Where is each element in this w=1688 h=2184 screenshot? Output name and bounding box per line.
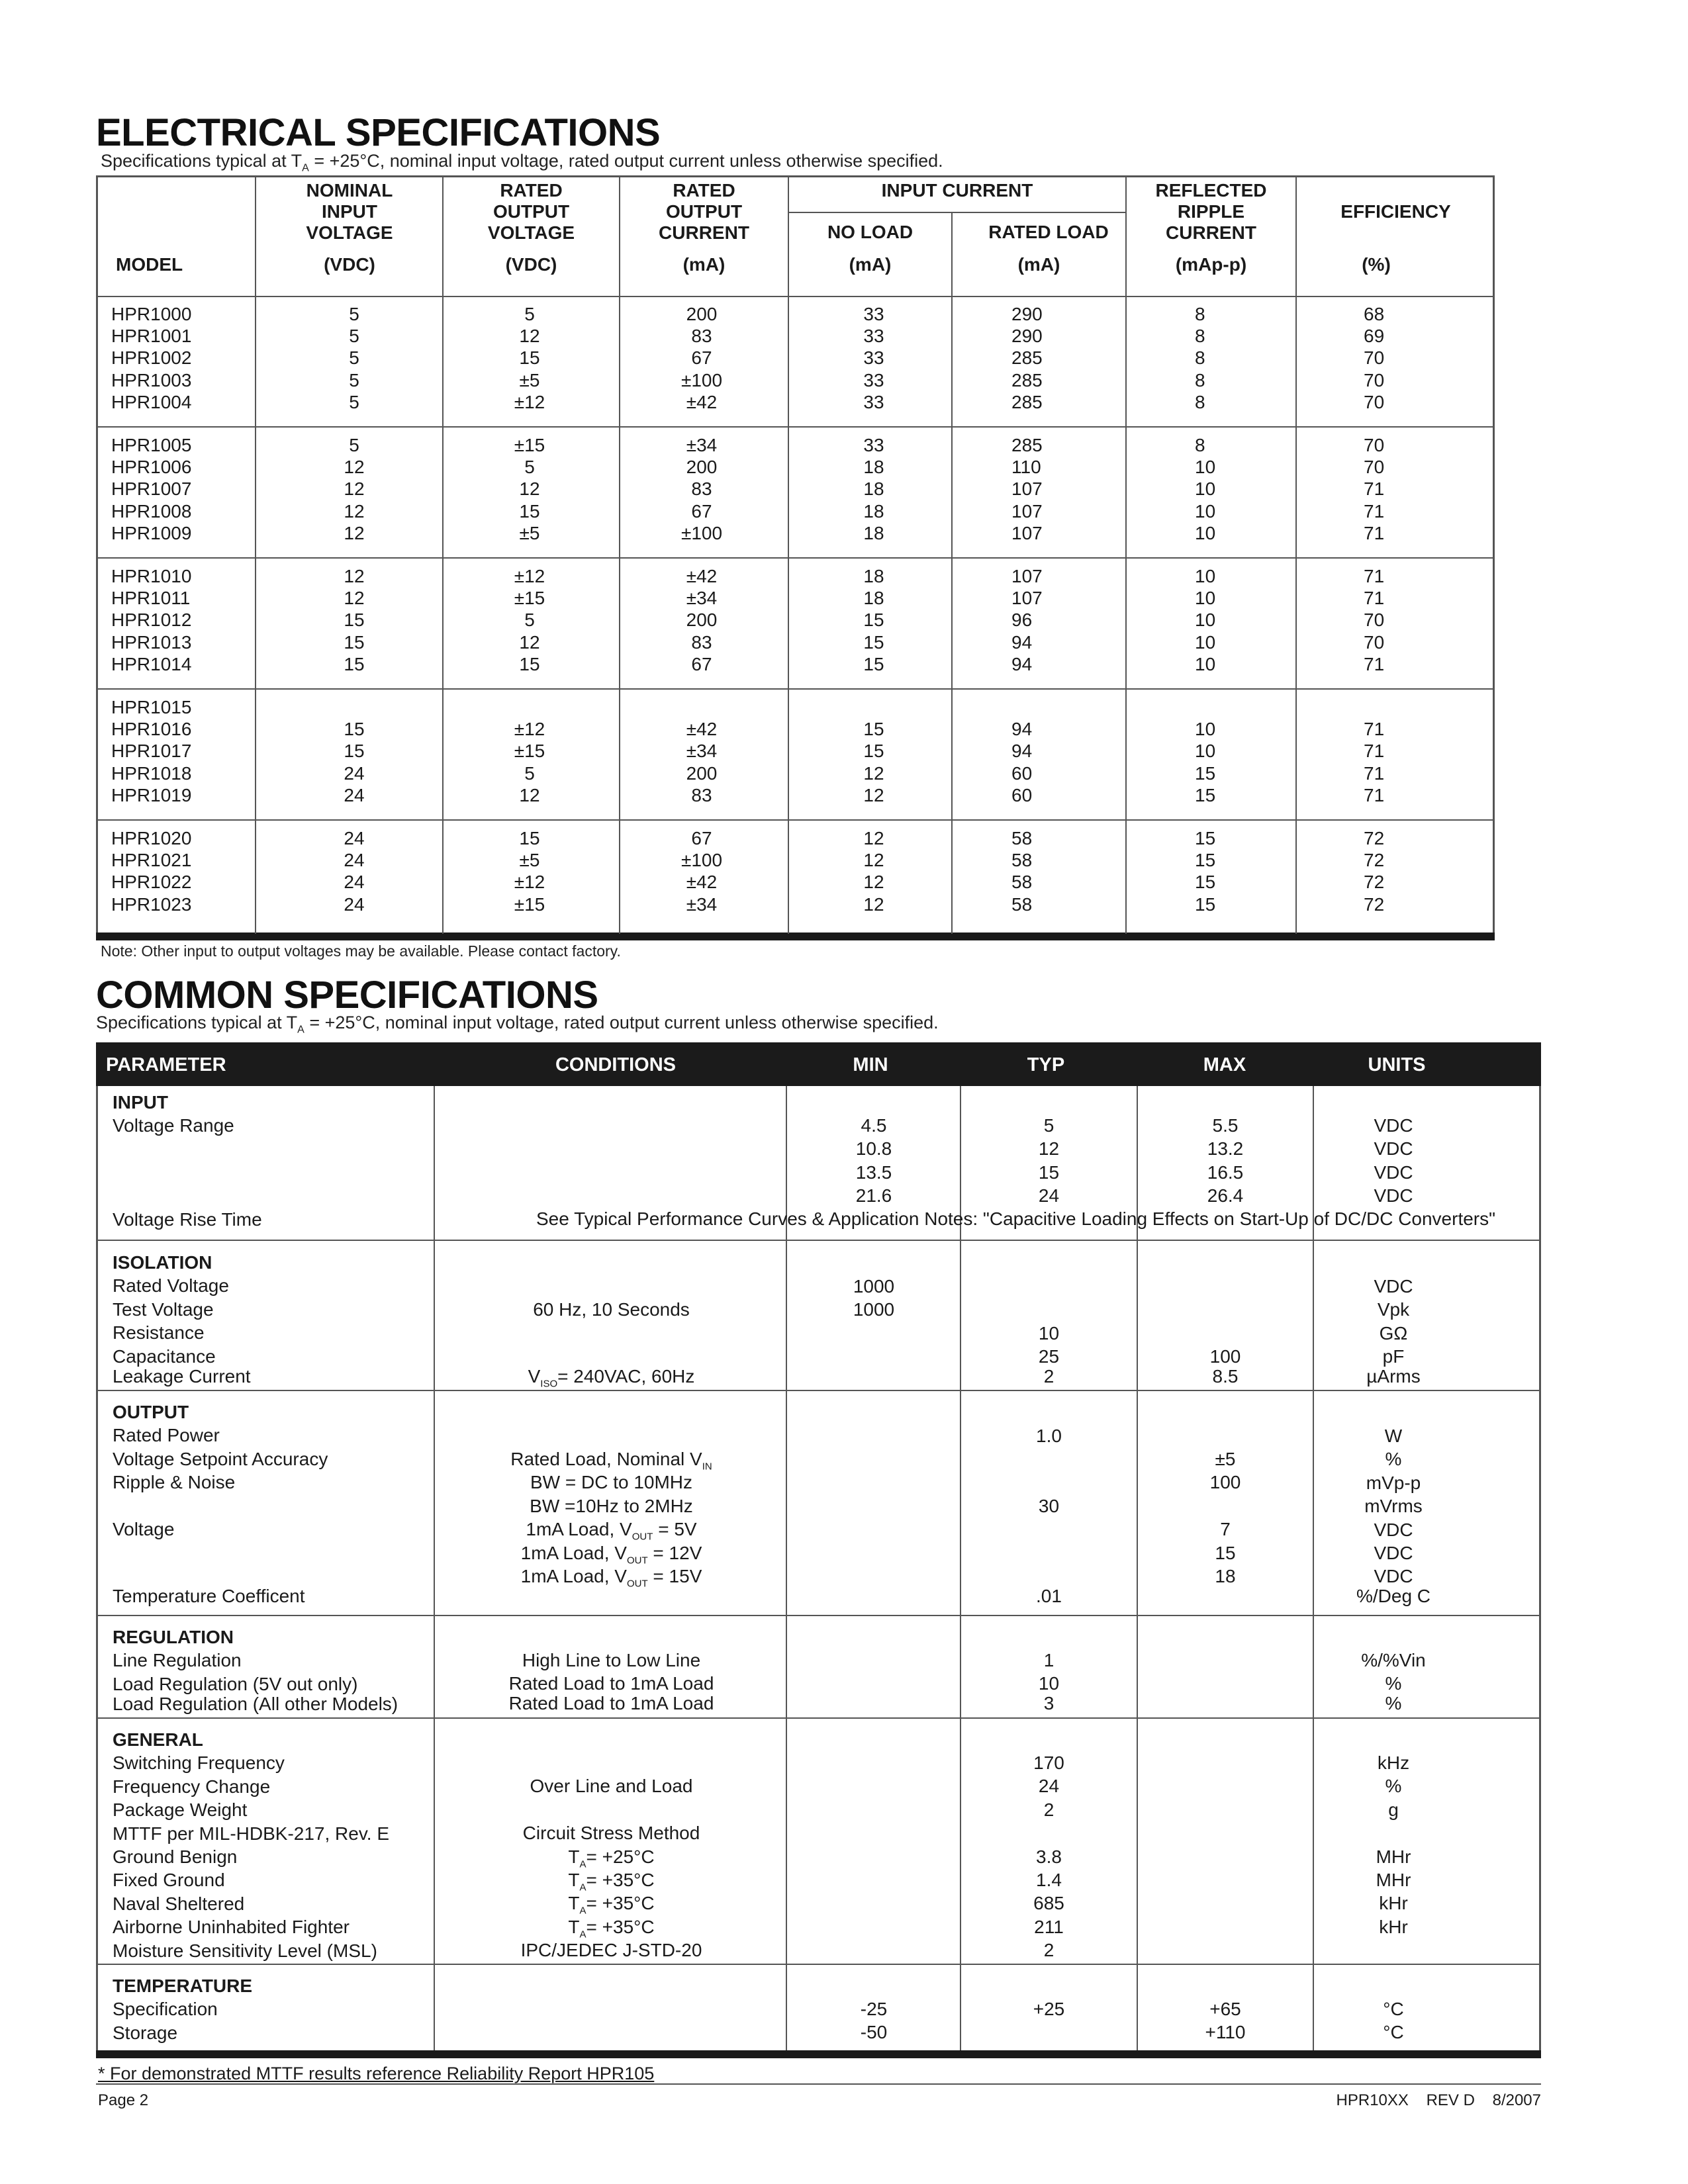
temperature-min-col: -25 -50 bbox=[860, 1999, 888, 2043]
electrical-title: ELECTRICAL SPECIFICATIONS bbox=[96, 111, 661, 154]
header-model: MODEL bbox=[116, 254, 183, 275]
iout-list: 200 83 67 ±100 ±42 bbox=[680, 304, 723, 412]
ratedload-list: 290 290 285 285 285 bbox=[1011, 304, 1043, 412]
unit-vin: (VDC) bbox=[324, 254, 375, 275]
efficiency-list: 70 70 71 71 71 bbox=[1364, 435, 1385, 543]
input-typ-col: 5 12 15 24 bbox=[1038, 1115, 1060, 1206]
vin-list: 5 12 12 12 12 bbox=[344, 435, 365, 543]
header-rated-output-current: RATED OUTPUT CURRENT bbox=[659, 180, 749, 243]
section-title: OUTPUT bbox=[113, 1402, 189, 1422]
regulation-units-col: %/%Vin % % bbox=[1361, 1650, 1426, 1714]
section-input bbox=[113, 1091, 262, 1231]
ripple-list: 15 15 15 15 bbox=[1195, 828, 1216, 915]
col-conditions: CONDITIONS bbox=[555, 1054, 677, 1075]
isolation-units-col: VDC Vpk GΩ pF µArms bbox=[1366, 1276, 1421, 1387]
isolation-max-col: 100 8.5 bbox=[1209, 1346, 1241, 1387]
page-number: Page 2 bbox=[98, 2091, 149, 2109]
general-typ-col: 170 24 2 3.8 1.4 685 211 2 bbox=[1033, 1752, 1064, 1961]
input-min-col: 4.5 10.8 13.5 21.6 bbox=[855, 1115, 892, 1206]
efficiency-list: 72 72 72 72 bbox=[1364, 828, 1385, 915]
general-units-col: kHz % g MHr MHr kHr kHr bbox=[1376, 1752, 1411, 1937]
isolation-conditions: 60 Hz, 10 Seconds $V_{ISO}= 240VAC$, 60Hz bbox=[528, 1299, 695, 1390]
model-list: HPR1010 HPR1011 HPR1012 HPR1013 HPR1014 bbox=[111, 566, 192, 674]
ripple-list: 8 8 8 8 8 bbox=[1195, 304, 1205, 412]
unit-iout: (mA) bbox=[682, 254, 726, 275]
unit-vout: (VDC) bbox=[505, 254, 557, 275]
regulation-conditions: High Line to Low Line Rated Load to 1mA Load Rated Load to 1mA Load bbox=[508, 1650, 714, 1714]
section-title: TEMPERATURE bbox=[113, 1976, 253, 1996]
temperature-max-col: +65 +110 bbox=[1205, 1999, 1246, 2043]
header-nominal-input-voltage: NOMINAL INPUT VOLTAGE bbox=[306, 180, 393, 243]
vout-list: 5 12 15 ±5 ±12 bbox=[514, 304, 545, 412]
output-typ-col: 1.0 30 .01 bbox=[1036, 1426, 1062, 1607]
electrical-table-bottom-rule bbox=[96, 933, 1495, 940]
col-max: MAX bbox=[1203, 1054, 1246, 1075]
rise-time-note: See Typical Performance Curves & Application Notes: "Capacitive Loading Effects on Start-Up of DC/DC Converters" bbox=[536, 1208, 1496, 1229]
section-title: REGULATION bbox=[113, 1627, 234, 1647]
efficiency-list: 71 71 70 70 71 bbox=[1364, 566, 1385, 674]
header-input-current: INPUT CURRENT bbox=[881, 180, 1033, 201]
param-voltage-range: Voltage Range bbox=[113, 1115, 234, 1136]
vout-list: 15 ±5 ±12 ±15 bbox=[514, 828, 545, 915]
temperature-units-col: °C °C bbox=[1383, 1999, 1404, 2043]
ratedload-list: 285 110 107 107 107 bbox=[1011, 435, 1043, 543]
section-output: OUTPUT Rated Power Voltage Setpoint Accuracy Ripple & Noise Voltage Temperature Coefficent bbox=[113, 1402, 328, 1606]
col-typ: TYP bbox=[1027, 1054, 1065, 1075]
col-min: MIN bbox=[853, 1054, 888, 1075]
isolation-typ-col: 10 25 2 bbox=[1038, 1323, 1060, 1387]
model-list: HPR1020 HPR1021 HPR1022 HPR1023 bbox=[111, 828, 192, 915]
unit-noload: (mA) bbox=[849, 254, 892, 275]
vin-list: 12 12 15 15 15 bbox=[344, 566, 365, 674]
section-temperature: TEMPERATURE Specification Storage bbox=[113, 1976, 253, 2043]
model-list: HPR1000 HPR1001 HPR1002 HPR1003 HPR1004 bbox=[111, 304, 192, 412]
common-title: COMMON SPECIFICATIONS bbox=[96, 974, 598, 1017]
model-list: HPR1015 HPR1016 HPR1017 HPR1018 HPR1019 bbox=[111, 697, 192, 805]
input-units-col: VDC VDC VDC VDC bbox=[1374, 1115, 1413, 1206]
iout-list: ±42 ±34 200 83 67 bbox=[686, 566, 718, 674]
common-subtitle: Specifications typical at $T_A = +25^\circ C$, nominal input voltage, rated output current unless otherwise specified. bbox=[96, 1013, 939, 1036]
electrical-note: Note: Other input to output voltages may be available. Please contact factory. bbox=[101, 942, 621, 960]
ripple-list: 10 10 15 15 bbox=[1195, 719, 1216, 805]
isolation-min-col: 1000 1000 bbox=[853, 1276, 895, 1320]
section-isolation: ISOLATION Rated Voltage Test Voltage Resistance Capacitance Leakage Current bbox=[113, 1252, 251, 1387]
noload-list: 18 18 15 15 15 bbox=[863, 566, 884, 674]
ratedload-list: 94 94 60 60 bbox=[1011, 719, 1033, 805]
noload-list: 15 15 12 12 bbox=[863, 719, 884, 805]
iout-list: ±42 ±34 200 83 bbox=[686, 719, 718, 805]
iout-list: ±34 200 83 67 ±100 bbox=[680, 435, 723, 543]
output-max-col: ±5 100 7 15 18 bbox=[1209, 1449, 1241, 1586]
output-conditions: Rated Load, Nominal $V_{IN}$ BW = DC to 10MHz BW =10Hz to 2MHz 1mA Load, $V_{OUT} = 5V$ 1mA Load, $V_{OUT} = 12V$ 1mA Load, $V_{OUT} = 15V$ bbox=[510, 1449, 712, 1590]
section-title: ISOLATION bbox=[113, 1252, 212, 1273]
header-no-load: NO LOAD bbox=[827, 222, 914, 242]
col-parameter: PARAMETER bbox=[106, 1054, 226, 1075]
vin-list: 15 15 24 24 bbox=[344, 719, 365, 805]
footer-rule bbox=[96, 2083, 1541, 2085]
noload-list: 12 12 12 12 bbox=[863, 828, 884, 915]
col-units: UNITS bbox=[1368, 1054, 1426, 1075]
temperature-typ-col: +25 bbox=[1033, 1999, 1065, 2019]
regulation-typ-col: 1 10 3 bbox=[1038, 1650, 1060, 1714]
section-title: GENERAL bbox=[113, 1729, 203, 1750]
model-list: HPR1005 HPR1006 HPR1007 HPR1008 HPR1009 bbox=[111, 435, 192, 543]
header-reflected-ripple-current: REFLECTED RIPPLE CURRENT bbox=[1155, 180, 1267, 243]
mttf-footnote: * For demonstrated MTTF results reference Reliability Report HPR105 bbox=[98, 2064, 655, 2083]
vin-list: 24 24 24 24 bbox=[344, 828, 365, 915]
header-rated-load: RATED LOAD bbox=[988, 222, 1109, 242]
output-units-col: W % mVp-p mVrms VDC VDC VDC %/Deg C bbox=[1356, 1426, 1431, 1607]
vout-list: ±12 ±15 5 12 15 bbox=[514, 566, 545, 674]
common-table-bottom-rule bbox=[96, 2050, 1541, 2058]
electrical-table bbox=[96, 175, 1495, 938]
ratedload-list: 58 58 58 58 bbox=[1011, 828, 1033, 915]
unit-ratedload: (mA) bbox=[1017, 254, 1060, 275]
vout-list: ±12 ±15 5 12 bbox=[514, 719, 545, 805]
efficiency-list: 68 69 70 70 70 bbox=[1364, 304, 1385, 412]
section-regulation: REGULATION Line Regulation Load Regulation (5V out only) Load Regulation (All other Models) bbox=[113, 1627, 399, 1714]
doc-reference: HPR10XX REV D 8/2007 bbox=[1336, 2091, 1541, 2109]
unit-efficiency: (%) bbox=[1362, 254, 1391, 275]
vin-list: 5 5 5 5 5 bbox=[349, 304, 359, 412]
noload-list: 33 33 33 33 33 bbox=[863, 304, 884, 412]
iout-list: 67 ±100 ±42 ±34 bbox=[680, 828, 723, 915]
section-general: GENERAL Switching Frequency Frequency Change Package Weight MTTF per MIL-HDBK-217, Rev. E Ground Benign Fixed Ground Naval Sheltered Airborne Uninhabited Fighter Moisture Sensitivity Level (MSL) bbox=[113, 1729, 390, 1961]
header-rated-output-voltage: RATED OUTPUT VOLTAGE bbox=[487, 180, 575, 243]
section-title: INPUT bbox=[113, 1092, 168, 1113]
noload-list: 33 18 18 18 18 bbox=[863, 435, 884, 543]
ripple-list: 8 10 10 10 10 bbox=[1195, 435, 1216, 543]
efficiency-list: 71 71 71 71 bbox=[1364, 719, 1385, 805]
unit-ripple: (mAp-p) bbox=[1175, 254, 1247, 275]
electrical-subtitle: Specifications typical at $T_A = +25^\circ C$, nominal input voltage, rated output current unless otherwise specified. bbox=[101, 151, 943, 174]
param-voltage-rise-time: Voltage Rise Time bbox=[113, 1208, 262, 1230]
vout-list: ±15 5 12 15 ±5 bbox=[514, 435, 545, 543]
input-max-col: 5.5 13.2 16.5 26.4 bbox=[1207, 1115, 1244, 1206]
general-conditions: Over Line and Load Circuit Stress Method $T_A= +25^\circ C$ $T_A= +35^\circ C$ $T_A= +35^\circ C$ $T_A= +35^\circ C$ IPC/JEDEC J-STD-20 bbox=[520, 1776, 702, 1961]
header-efficiency: EFFICIENCY bbox=[1340, 201, 1451, 222]
ratedload-list: 107 107 96 94 94 bbox=[1011, 566, 1043, 674]
ripple-list: 10 10 10 10 10 bbox=[1195, 566, 1216, 674]
